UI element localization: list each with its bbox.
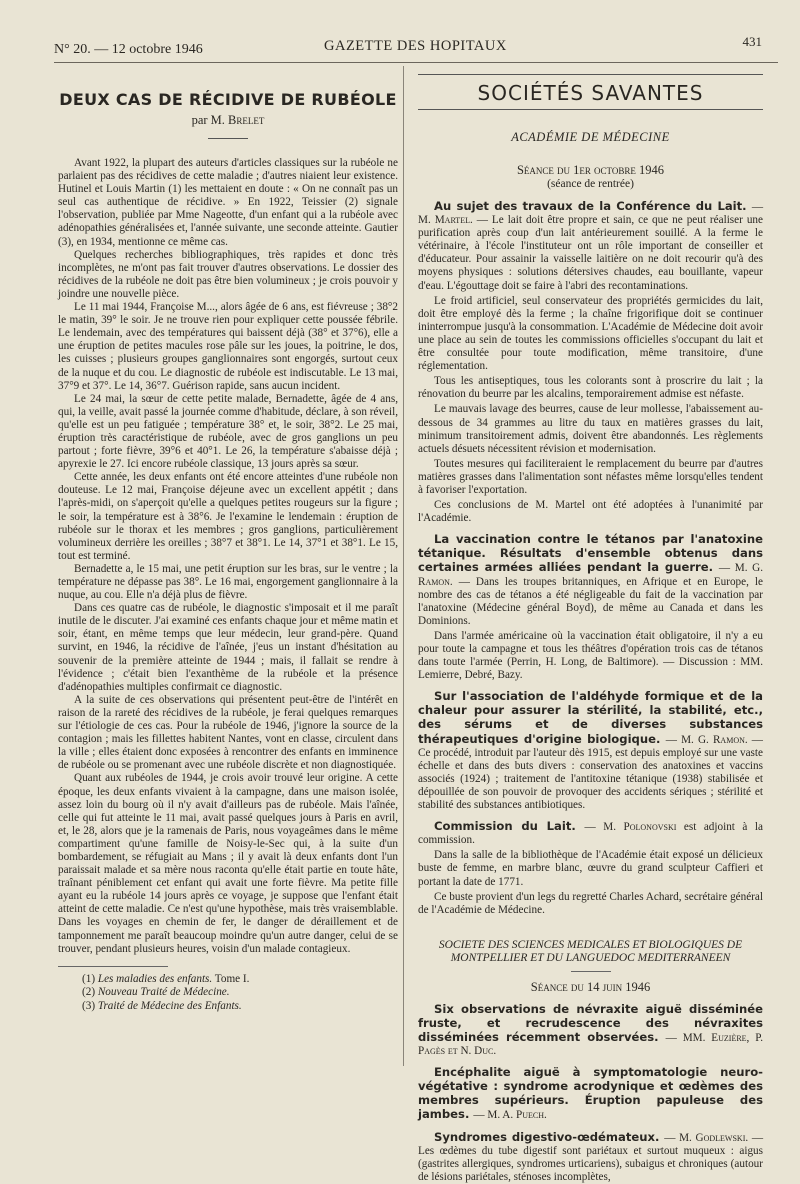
article-paragraph: Quant aux rubéoles de 1944, je crois avoir trouvé leur origine. A cette époque, les deux enfants vivaient à la campagne, dans une maison isolée, assez loin du bourg où il n'y avait d'ailleurs pas de rubéole. Mais l'aînée, celle qui fut atteinte le 11 mai, avait passé quelques jours à Paris en avril, et, le 28, alors que je la ramenais de Paris, nous voyageâmes dans le même compartiment qu'une famille de Noisy-le-Sec qui, à la suite d'un bombardement, se réfugiait au Mans ; il y avait là deux enfants dont l'un paraissait malade et sa mère nous raconta qu'elle était partie en toute hâte, traînant péniblement cet enfant qui avait une forte fièvre. Ma petite fille ayant eu la rubéole 14 jours après ce voyage, je suppose que l'enfant était atteint de cette maladie. Ce n'est qu'une hypothèse, mais très vraisemblable. Dans les voyages en chemin de fer, le danger de déraillement et de tamponnement me paraît beaucoup moindre qu'un autre danger, celui de se trouver, pendant plusieurs heures, voisin d'un malade contagieux. — [58, 772, 398, 955]
report-paragraph — [418, 499, 763, 525]
session2-reports — [418, 1003, 763, 1184]
report-text: — Dans les troupes britanniques, en Afrique et en Europe, le nombre des cas de tétanos a été négligeable du fait de la vaccination par l'anatoxine (Médecine général Boyd), de même au Canada et dans les Dominions. — [418, 575, 763, 627]
session-reports — [418, 200, 763, 917]
report-paragraph — [418, 630, 763, 682]
report-paragraph — [418, 295, 763, 374]
article-paragraph: Le 24 mai, la sœur de cette petite malade, Bernadette, âgée de 4 ans, qui, la veille, avait passé la journée comme d'habitude, déclare, à son réveil, qu'elle est un peu fatiguée ; température 38° et, le soir, 38°2. Le 25 mai, éruption très caractéristique de rubéole, avec de gros ganglions un peu partout ; forte fièvre, 39°6 et 40°1. Le 26, la température s'abaisse déjà ; apyrexie le 27. Ici encore rubéole classique, 13 jours après sa sœur. — [58, 392, 398, 471]
title-rule — [208, 138, 248, 139]
footnote — [82, 986, 398, 1000]
byline-prefix: par M. — [191, 113, 225, 127]
report-text: Toutes mesures qui faciliteraient le remplacement du beurre par d'autres matières grasses dans l'alimentation sont néfastes même lorsqu'elles tendent à favoriser l'exportation. — [418, 457, 763, 496]
report-author: — M. G. Ramon. — [418, 562, 763, 588]
report-entry — [418, 1003, 763, 1058]
footnote — [82, 973, 398, 987]
report-paragraph — [418, 849, 763, 888]
page-number: 431 — [742, 34, 762, 49]
societies-column — [418, 70, 763, 1184]
footnote-title: Nouveau Traité de Médecine. — [97, 986, 230, 999]
report-paragraph — [418, 375, 763, 401]
article-title: DEUX CAS DE RÉCIDIVE DE RUBÉOLE — [59, 90, 397, 109]
report-author: — MM. Euzière, P. Pagès et N. Duc. — [418, 1031, 763, 1058]
report-text: — Les œdèmes du tube digestif sont pariétaux et surtout muqueux : aigus (gastrites allergiques, syndromes urticariens), subaigus et chroniques (autour de lésions pariétales, sténoses incomplètes, — [418, 1131, 763, 1183]
report-text: — Le lait doit être propre et sain, ce que ne peut réaliser une purification après coup d'un lait antérieurement souillé. A la ferme le vétérinaire, à l'école l'instituteur ont un rôle important de conseiller et d'éducateur. Pour assainir la vaisselle laitière on ne doit recourir qu'à des moyens physiques : solutions détersives chaudes, eau bouillante, vapeur d'eau. L'égouttage doit se faire à l'abri des recontaminations. — [418, 214, 763, 292]
report-author: — M. Polonovski — [584, 821, 677, 834]
report-entry — [418, 820, 763, 847]
report-text: Le mauvais lavage des beurres, cause de leur mollesse, l'abaissement au-dessous de 34 grammes au litre du taux en matières grasses du lait, minimum transitoirement admis, doivent être abandonnés. Les règlements actuels désuets nécessitent révision et modernisation. — [418, 403, 763, 455]
section-title: SOCIÉTÉS SAVANTES — [418, 74, 763, 110]
report-author: — M. G. Ramon. — [665, 733, 748, 746]
report-heading: Syndromes digestivo-œdémateux. — [434, 1129, 665, 1144]
report-author: — M. Godlewski. — [664, 1131, 749, 1144]
header-rule — [54, 62, 778, 63]
article-paragraph: A la suite de ces observations qui présentent peut-être de l'intérêt en raison de la rareté des récidives de la rubéole, je ferai quelques remarques sur l'étiologie de ces cas. Pour la rubéole de 1946, j'ignore la source de la contagion ; mais les fillettes habitent Nantes, vont en classe, circulent dans la ville ; elles étaient donc exposées à rencontrer des enfants en imminence de rubéole ou se promenant avec une rubéole discrète et non diagnostiquée. — [58, 693, 398, 772]
report-text: Tous les antiseptiques, tous les colorants sont à proscrire du lait ; la rénovation du beurre par les alcalins, temporairement admise est néfaste. — [418, 375, 763, 401]
footnote-number: (3) — [82, 999, 98, 1012]
report-text: Dans l'armée américaine où la vaccination était obligatoire, il n'y a eu pour toute la campagne et tous les théâtres d'opération trois cas de tétanos dans toute l'armée (Perrin, H. Long, de Baltimore). — Discussion : MM. Lemierre, Debré, Bazy. — [418, 629, 763, 682]
footnote-title: Les maladies des enfants. — [97, 972, 213, 985]
report-paragraph — [418, 403, 763, 455]
report-entry — [418, 533, 763, 628]
session2-heading: Séance du 14 juin 1946 — [530, 979, 651, 994]
report-entry — [418, 200, 763, 293]
report-heading: Six observations de névraxite aiguë disséminée fruste, et recrudescence des névraxites disséminées récemment observées. — [418, 1001, 763, 1044]
report-paragraph — [418, 891, 763, 917]
report-text: Dans la salle de la bibliothèque de l'Académie était exposé un délicieux buste de femme, en marbre blanc, œuvre du grand sculpteur Caffieri et portant la date de 1771. — [418, 849, 763, 888]
academy-heading: ACADÉMIE DE MÉDECINE — [511, 130, 670, 144]
footnotes-rule — [58, 966, 168, 973]
footnote-suffix: Tome I. — [212, 972, 250, 985]
session-subheading: (séance de rentrée) — [547, 178, 634, 190]
footnote-number: (1) — [82, 972, 98, 985]
report-author: — M. A. Puech. — [473, 1109, 547, 1122]
article-byline — [58, 113, 398, 128]
footnote-number: (2) — [82, 986, 98, 999]
report-text: est adjoint à la commission. — [418, 821, 763, 847]
report-entry — [418, 1066, 763, 1122]
column-divider — [403, 66, 404, 1066]
report-heading: Encéphalite aiguë à symptomatologie neuro-végétative : syndrome acrodynique et œdèmes des membres supérieurs. Éruption papuleuse des jambes. — [418, 1065, 763, 1122]
report-entry — [418, 1131, 763, 1184]
report-paragraph — [418, 458, 763, 497]
society-heading: SOCIETE DES SCIENCES MEDICALES ET BIOLOGIQUES DE MONTPELLIER ET DU LANGUEDOC MEDITERRANEEN — [438, 938, 743, 964]
issue-date: N° 20. — 12 octobre 1946 — [54, 42, 203, 57]
article-paragraph: Dans ces quatre cas de rubéole, le diagnostic s'imposait et il me paraît inutile de le discuter. J'ai examiné ces enfants chaque jour et même matin et soir, étant, en même temps que leur médecin, leur grand-père. Quand survint, en 1946, la récidive de l'aînée, j'eus un instant d'hésitation au souvenir de la première atteinte de 1944 ; mais, il fallait se rendre à l'évidence ; c'était bien l'exanthème de la rubéole et la présence d'adénopathies multiples confirmait ce diagnostic. — [58, 602, 398, 693]
footnote-title: Traité de Médecine des Enfants. — [97, 999, 242, 1012]
footnotes — [58, 973, 398, 1014]
report-heading: Sur l'association de l'aldéhyde formique et de la chaleur pour assurer la stérilité, la stabilité, etc., des sérums et de diverses substances thérapeutiques d'origine biologique. — [418, 689, 763, 746]
report-author: — M. Martel. — [418, 201, 763, 227]
article-paragraph: Bernadette a, le 15 mai, une petit éruption sur les bras, sur le ventre ; la température ne dépasse pas 38°. Le 16 mai, engorgement ganglionnaire à la nuque, au cou. Elle n'a déjà plus de fièvre. — [58, 562, 398, 602]
article-body — [58, 157, 398, 956]
report-heading: Au sujet des travaux de la Conférence du Lait. — [434, 199, 752, 213]
report-text: Le froid artificiel, seul conservateur des propriétés germicides du lait, doit être employé dès la ferme ; la chaîne frigorifique doit se continuer ininterrompue jusqu'à la consommation. L'Académie de Médecine doit avoir une place au sein de toutes les commissions officielles s'occupant du lait et être consultée pour toute modification, même transitoire, d'une réglementation. — [418, 294, 763, 373]
report-entry — [418, 690, 763, 812]
report-text: Ces conclusions de M. Martel ont été adoptées à l'unanimité par l'Académie. — [418, 499, 763, 525]
article-paragraph: Quelques recherches bibliographiques, très rapides et donc très incomplètes, ne m'ont pas fait trouver d'autres observations. Le dossier des récidives de la rubéole ne doit pas être bien volumineux ; je crois pouvoir y joindre une nouvelle pièce. — [58, 248, 398, 300]
article-column — [58, 70, 398, 1013]
footnote — [82, 1000, 398, 1014]
running-header — [54, 34, 772, 58]
society-rule — [571, 971, 611, 972]
report-heading: Commission du Lait. — [434, 819, 585, 834]
report-text: — Ce procédé, introduit par l'auteur dès 1915, est depuis employé sur une vaste échelle et dans des buts divers : conservation des anatoxines et vaccins associés (1924) ; traitement de l'antitoxine tétanique (1938) stabilisée et dépouillée de son pouvoir de provoquer des accidents sériques ; stérilité et stabilité des substances antibiotiques. — [418, 733, 763, 812]
byline-author: Brelet — [228, 113, 265, 127]
article-paragraph: Cette année, les deux enfants ont été encore atteintes d'une rubéole non douteuse. Le 12 mai, Françoise déjeune avec un excellent appétit ; dans l'après-midi, on s'aperçoit qu'elle a quelques petites rougeurs sur la figure ; le soir, la température est à 38°6. Je l'examine le lendemain : éruption de rubéole sur le thorax et les membres ; gros ganglions, particulièrement volumineux derrière les oreilles ; 38°7 et 38°1. Le 14, 37°1 et 38°1. Le 15, tout est terminé. — [58, 471, 398, 562]
report-heading: La vaccination contre le tétanos par l'anatoxine tétanique. Résultats d'ensemble obtenus dans certaines armées alliées pendant la guerre. — [418, 532, 763, 575]
article-paragraph: Avant 1922, la plupart des auteurs d'articles classiques sur la rubéole ne parlaient pas des récidives de cette maladie ; d'autres niaient leur existence. Hutinel et Louis Martin (1) les mettaient en doute : « On ne connaît pas un seul cas authentique de récidive. » En 1922, Teissier (2) signale l'observation, publiée par Mme Nageotte, d'un enfant qui a la rubéole avec adénopathies généralisées et, l'année suivante, une seconde atteinte. Gautier (3), en 1934, mentionne ce même cas. — [58, 157, 398, 248]
journal-title: GAZETTE DES HOPITAUX — [324, 38, 507, 54]
report-text: Ce buste provient d'un legs du regretté Charles Achard, secrétaire général de l'Académie de Médecine. — [418, 890, 763, 916]
session-heading: Séance du 1er octobre 1946 — [516, 163, 665, 177]
article-paragraph: Le 11 mai 1944, Françoise M..., alors âgée de 6 ans, est fiévreuse ; 38°2 le matin, 39° le soir. Je ne trouve rien pour expliquer cette poussée fébrile. Le lendemain, avec des températures qui baissent déjà (38° et 37°6), elle a une éruption de petites macules rose pâle sur les joues, la poitrine, le dos, les cuisses ; plusieurs groupes ganglionnaires sont engorgés, surtout ceux de la nuque et du cou. Le diagnostic de rubéole est indiscutable. Le 13 mai, 37°9 et 37°. Le 14, 36°7. Guérison rapide, sans aucun incident. — [58, 301, 398, 392]
